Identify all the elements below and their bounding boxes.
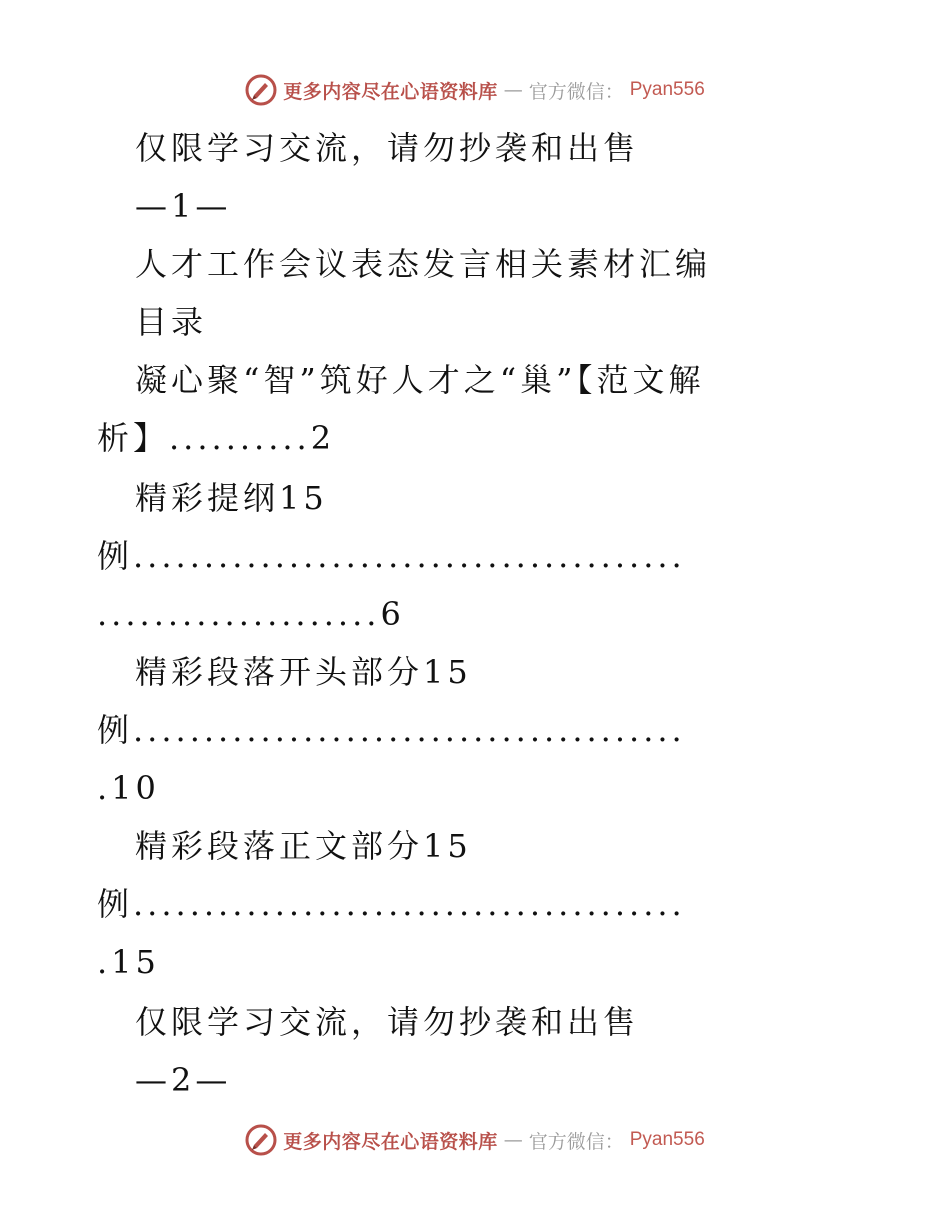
toc-item-4-line-1: 精彩段落正文部分15 — [135, 827, 472, 865]
toc-item-2-line-1: 精彩提纲15 — [135, 479, 328, 517]
footer-banner-wechat-label: 官方微信： — [528, 1130, 624, 1153]
footer-banner-wechat-id: Pyan556 — [629, 1129, 705, 1150]
document-title: 人才工作会议表态发言相关素材汇编 — [135, 245, 712, 283]
page-number-2: —2— — [135, 1061, 232, 1099]
toc-item-2-line-3: ....................6 — [97, 595, 405, 633]
notice-text-1: 仅限学习交流，请勿抄袭和出售 — [135, 129, 640, 167]
toc-item-4-line-3: .15 — [97, 943, 160, 981]
header-banner — [0, 70, 950, 110]
toc-item-1-line-1: 凝心聚“智”筑好人才之“巢”【范文解 — [135, 361, 705, 399]
toc-item-3-line-2: 例....................................... — [97, 711, 686, 749]
header-banner-wechat-label: 官方微信： — [528, 80, 624, 103]
header-banner-wechat-id: Pyan556 — [629, 79, 705, 100]
footer-banner — [0, 1120, 950, 1160]
notice-text-2: 仅限学习交流，请勿抄袭和出售 — [135, 1003, 640, 1041]
toc-heading: 目录 — [135, 303, 208, 341]
toc-item-3-line-3: .10 — [97, 769, 160, 807]
header-banner-separator: — — [503, 79, 523, 101]
header-banner-content — [245, 74, 705, 106]
brand-logo-icon — [245, 1124, 277, 1156]
footer-banner-separator: — — [503, 1129, 523, 1151]
footer-banner-main-text: 更多内容尽在心语资料库 — [283, 1130, 498, 1153]
footer-banner-content — [245, 1124, 705, 1156]
page-number-1: —1— — [135, 187, 232, 225]
toc-item-3-line-1: 精彩段落开头部分15 — [135, 653, 472, 691]
header-banner-main-text: 更多内容尽在心语资料库 — [283, 80, 498, 103]
toc-item-2-line-2: 例....................................... — [97, 537, 686, 575]
toc-item-1-line-2: 析】..........2 — [97, 419, 336, 457]
toc-item-4-line-2: 例....................................... — [97, 885, 686, 923]
brand-logo-icon — [245, 74, 277, 106]
